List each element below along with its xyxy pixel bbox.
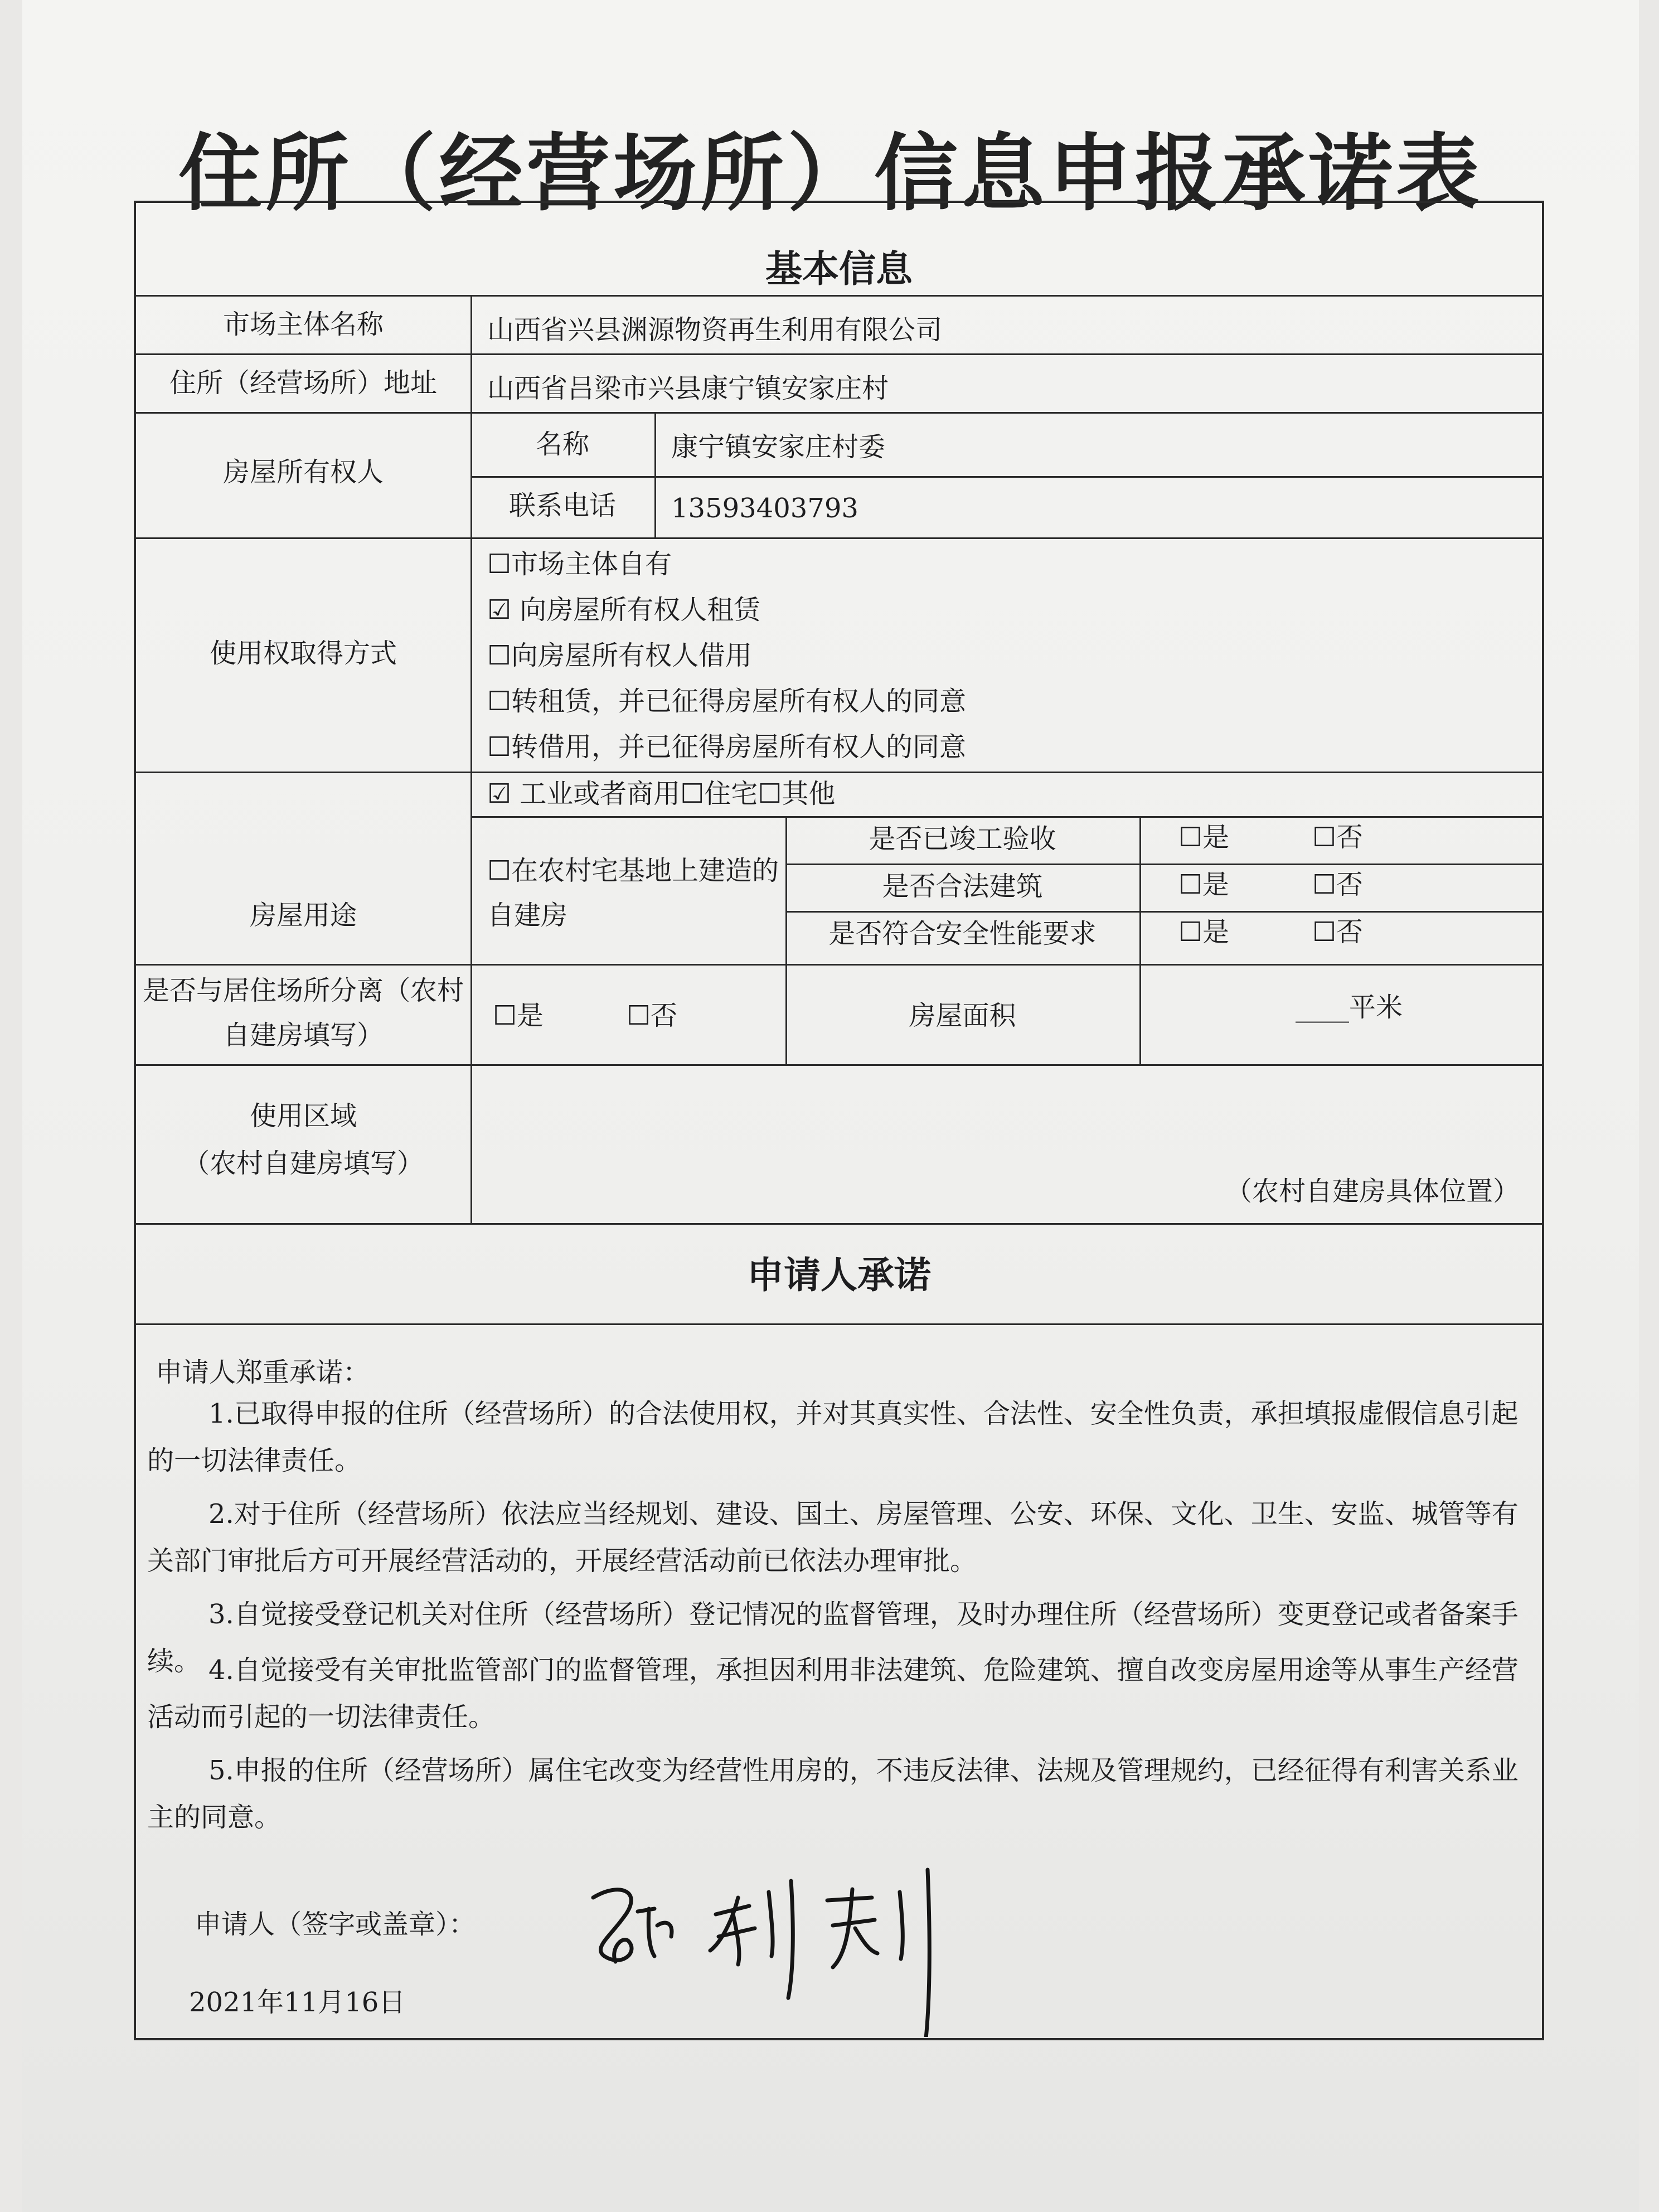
q1-no[interactable]: ☐否 bbox=[1312, 822, 1364, 853]
signer-label: 申请人（签字或盖章）： bbox=[195, 1909, 476, 1940]
document-page bbox=[22, 0, 1639, 2212]
q-completed-label: 是否已竣工验收 bbox=[869, 823, 1056, 855]
q1-yes[interactable]: ☐是 bbox=[1178, 822, 1230, 853]
entity-name-label: 市场主体名称 bbox=[222, 309, 384, 340]
owner-phone-value: 13593403793 bbox=[671, 493, 858, 524]
q-legal-label: 是否合法建筑 bbox=[882, 871, 1043, 902]
owner-name-value: 康宁镇安家庄村委 bbox=[671, 431, 886, 463]
rule bbox=[136, 412, 1542, 414]
rule bbox=[136, 537, 1542, 539]
owner-name-label: 名称 bbox=[535, 429, 589, 460]
right-option-subborrow[interactable]: ☐转借用，并已征得房屋所有权人的同意 bbox=[487, 731, 967, 763]
entity-name-value: 山西省兴县渊源物资再生利用有限公司 bbox=[487, 314, 943, 346]
q3-no[interactable]: ☐否 bbox=[1312, 916, 1364, 948]
right-option-own[interactable]: ☐市场主体自有 bbox=[487, 549, 672, 580]
separate-label: 是否与居住场所分离（农村 bbox=[142, 975, 464, 1006]
promise-item-4: 4.自觉接受有关审批监管部门的监督管理，承担因利用非法建筑、危险建筑、擅自改变房屋用途等从事生产经营活动而引起的一切法律责任。 bbox=[147, 1655, 1519, 1733]
rural-house-option[interactable]: ☐在农村宅基地上建造的 bbox=[487, 855, 779, 886]
region-label: 使用区域 bbox=[249, 1100, 357, 1132]
promise-heading: 申请人承诺 bbox=[747, 1254, 931, 1297]
rural-house-option-cont: 自建房 bbox=[487, 900, 568, 931]
declaration-form bbox=[134, 201, 1544, 2040]
rule bbox=[136, 1223, 1542, 1225]
owner-label: 房屋所有权人 bbox=[222, 457, 384, 488]
rule bbox=[136, 772, 1542, 773]
separate-yes[interactable]: ☐是 bbox=[493, 1000, 544, 1031]
promise-item-3: 3.自觉接受登记机关对住所（经营场所）登记情况的监督管理，及时办理住所（经营场所）变更登记或者备案手续。 bbox=[147, 1599, 1519, 1677]
rule bbox=[136, 1064, 1542, 1066]
q3-yes[interactable]: ☐是 bbox=[1178, 916, 1230, 948]
handwritten-signature bbox=[571, 1859, 1061, 2037]
q2-no[interactable]: ☐否 bbox=[1312, 869, 1364, 900]
rule bbox=[1139, 816, 1141, 1064]
separate-label-cont: 自建房填写） bbox=[222, 1020, 384, 1051]
address-value: 山西省吕梁市兴县康宁镇安家庄村 bbox=[487, 373, 889, 404]
region-hint: （农村自建房具体位置） bbox=[1225, 1176, 1520, 1207]
house-use-options[interactable]: ☑ 工业或者商用☐住宅☐其他 bbox=[487, 778, 836, 809]
q-safety-label: 是否符合安全性能要求 bbox=[828, 918, 1097, 949]
promise-intro: 申请人郑重承诺： bbox=[156, 1357, 370, 1388]
house-use-label: 房屋用途 bbox=[249, 900, 357, 931]
document-title: 住所（经营场所）信息申报承诺表 bbox=[178, 125, 1483, 222]
rule bbox=[136, 964, 1542, 966]
separate-no[interactable]: ☐否 bbox=[627, 1000, 678, 1031]
address-label: 住所（经营场所）地址 bbox=[169, 367, 437, 399]
promise-item-5: 5.申报的住所（经营场所）属住宅改变为经营性用房的，不违反法律、法规及管理规约，已经征得有利害关系业主的同意。 bbox=[147, 1755, 1519, 1833]
promise-item-2: 2.对于住所（经营场所）依法应当经规划、建设、国土、房屋管理、公安、环保、文化、卫生、安监、城管等有关部门审批后方可开展经营活动的，开展经营活动前已依法办理审批。 bbox=[147, 1498, 1519, 1576]
right-option-sublease[interactable]: ☐转租赁，并已征得房屋所有权人的同意 bbox=[487, 686, 967, 717]
area-label: 房屋面积 bbox=[909, 1000, 1016, 1031]
rule bbox=[136, 1323, 1542, 1325]
rule bbox=[654, 412, 656, 537]
basic-info-heading: 基本信息 bbox=[765, 248, 913, 290]
owner-phone-label: 联系电话 bbox=[508, 490, 616, 521]
right-option-borrow[interactable]: ☐向房屋所有权人借用 bbox=[487, 640, 753, 671]
rule bbox=[470, 476, 1542, 478]
region-label-cont: （农村自建房填写） bbox=[182, 1148, 424, 1179]
right-option-lease[interactable]: ☑ 向房屋所有权人租赁 bbox=[487, 594, 761, 625]
sign-date: 2021年11月16日 bbox=[189, 1987, 406, 2018]
rule bbox=[136, 295, 1542, 297]
area-value[interactable]: ____平米 bbox=[1296, 992, 1403, 1023]
q2-yes[interactable]: ☐是 bbox=[1178, 869, 1230, 900]
rule bbox=[136, 353, 1542, 355]
right-acquisition-label: 使用权取得方式 bbox=[209, 638, 397, 669]
promise-item-1: 1.已取得申报的住所（经营场所）的合法使用权，并对其真实性、合法性、安全性负责，承担填报虚假信息引起的一切法律责任。 bbox=[147, 1398, 1519, 1476]
